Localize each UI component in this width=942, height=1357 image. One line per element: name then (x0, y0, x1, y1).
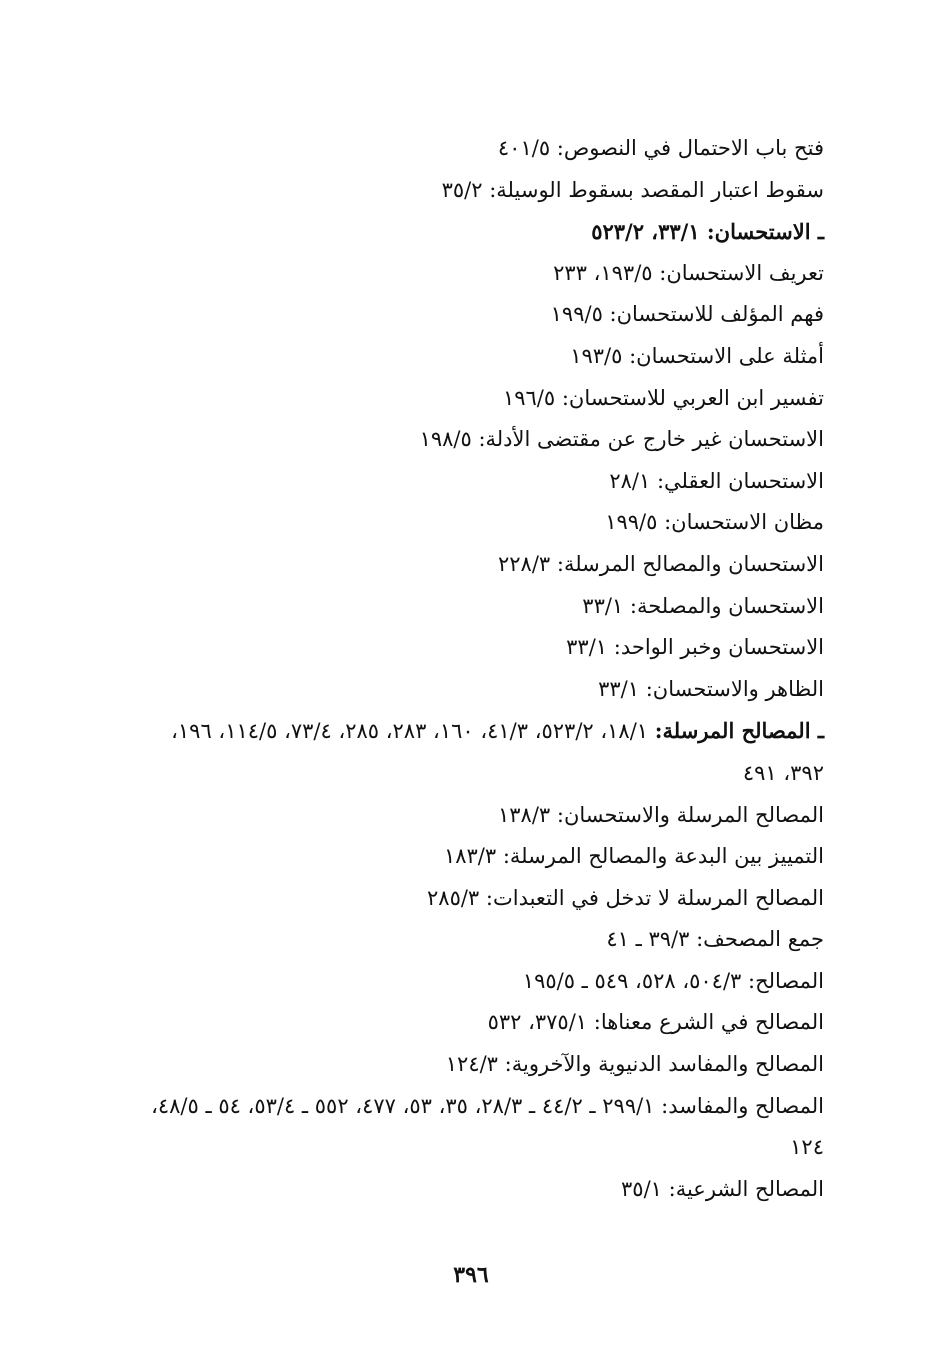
index-entry: أمثلة على الاستحسان: ١٩٣/٥ (570, 343, 824, 368)
index-entry: الاستحسان والمصالح المرسلة: ٢٢٨/٣ (497, 551, 824, 576)
index-entry: الاستحسان وخبر الواحد: ٣٣/١ (566, 635, 824, 660)
index-entry: الاستحسان العقلي: ٢٨/١ (609, 468, 824, 493)
index-entry: فتح باب الاحتمال في النصوص: ٤٠١/٥ (497, 136, 824, 160)
index-entry: مظان الاستحسان: ١٩٩/٥ (605, 510, 824, 535)
entry-line: المصالح والمفاسد: ٢٩٩/١ ـ ٤٤/٢ ـ ٢٨/٣، ٣٥، ٥٣، ٤٧٧، ٥٥٢ ـ ٥٣/٤، ٥٤ ـ ٤٨/٥، (151, 1093, 824, 1118)
entry-continuation: ١٢٤ (790, 1135, 824, 1160)
index-entry: المصالح الشرعية: ٣٥/١ (621, 1176, 824, 1201)
entry-term: ـ المصالح المرسلة: (654, 718, 824, 744)
index-entry: جمع المصحف: ٣٩/٣ ـ ٤١ (606, 927, 824, 952)
index-heading-masalih-mursala (124, 710, 824, 794)
entry-line (124, 710, 824, 753)
page-number: ٣٩٦ (453, 1262, 489, 1288)
index-entry: التمييز بين البدعة والمصالح المرسلة: ١٨٣/٣ (443, 844, 824, 869)
entry-continuation: ٣٩٢، ٤٩١ (742, 760, 824, 785)
index-entry: الاستحسان والمصلحة: ٣٣/١ (582, 593, 824, 618)
index-list (124, 128, 824, 1210)
entry-refs: ١٨/١، ٥٢٣/٢، ٤١/٣، ١٦٠، ٢٨٣، ٢٨٥، ٧٣/٤، ١١٤/٥، ١٩٦، (171, 719, 655, 744)
index-entry: المصالح المرسلة لا تدخل في التعبدات: ٢٨٥/٣ (427, 885, 824, 910)
index-entry: المصالح والمفاسد الدنيوية والآخروية: ١٢٤/٣ (445, 1052, 824, 1077)
index-entry: فهم المؤلف للاستحسان: ١٩٩/٥ (550, 302, 824, 327)
index-entry: المصالح في الشرع معناها: ٣٧٥/١، ٥٣٢ (487, 1010, 824, 1035)
index-entry-wrapped (124, 1086, 824, 1169)
index-entry: تعريف الاستحسان: ١٩٣/٥، ٢٣٣ (553, 260, 824, 285)
index-entry: الاستحسان غير خارج عن مقتضى الأدلة: ١٩٨/٥ (419, 427, 824, 452)
index-entry: المصالح: ٥٠٤/٣، ٥٢٨، ٥٤٩ ـ ١٩٥/٥ (522, 968, 824, 993)
index-entry: الظاهر والاستحسان: ٣٣/١ (598, 676, 824, 701)
index-entry: تفسير ابن العربي للاستحسان: ١٩٦/٥ (502, 385, 824, 410)
index-heading-istihsan: ـ الاستحسان: ٣٣/١، ٥٢٣/٢ (591, 219, 824, 245)
index-entry: سقوط اعتبار المقصد بسقوط الوسيلة: ٣٥/٢ (441, 177, 824, 202)
index-entry: المصالح المرسلة والاستحسان: ١٣٨/٣ (497, 802, 824, 827)
